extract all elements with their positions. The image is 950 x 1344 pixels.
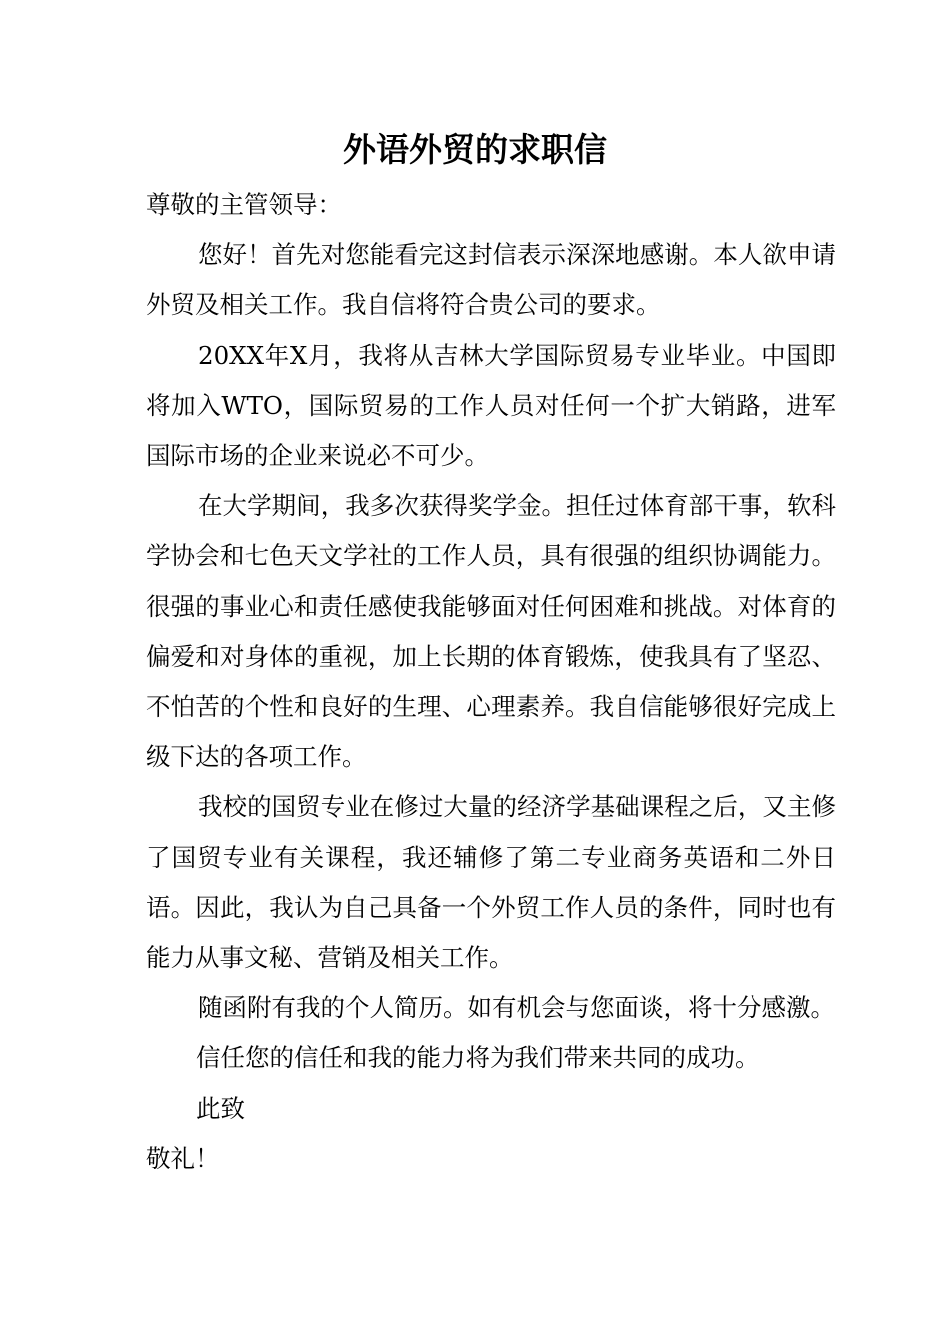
paragraph-major-courses: 我校的国贸专业在修过大量的经济学基础课程之后，又主修了国贸专业有关课程，我还辅修了第二专业商务英语和二外日语。因此，我认为自己具备一个外贸工作人员的条件，同时也有能力从事文秘、营销及相关工作。 [146,792,836,973]
salutation: 尊敬的主管领导： [146,190,342,219]
paragraph-cizhi: 此致 [196,1093,245,1123]
document-title: 外语外贸的求职信 [343,130,607,169]
letter-body [146,180,836,1184]
closing: 敬礼！ [146,1143,220,1173]
paragraph-graduation: 20XX年X月，我将从吉林大学国际贸易专业毕业。中国即将加入WTO，国际贸易的工作人员对任何一个扩大销路，进军国际市场的企业来说必不可少。 [146,340,836,471]
paragraph-resume-attached: 随函附有我的个人简历。如有机会与您面谈，将十分感激。 [198,993,835,1023]
paragraph-greeting: 您好！首先对您能看完这封信表示深深地感谢。本人欲申请外贸及相关工作。我自信将符合贵公司的要求。 [146,240,836,320]
paragraph-trust: 信任您的信任和我的能力将为我们带来共同的成功。 [196,1043,760,1073]
paragraph-university-experience: 在大学期间，我多次获得奖学金。担任过体育部干事，软科学协会和七色天文学社的工作人员，具有很强的组织协调能力。很强的事业心和责任感使我能够面对任何困难和挑战。对体育的偏爱和对身体的重视，加上长期的体育锻炼，使我具有了坚忍、不怕苦的个性和良好的生理、心理素养。我自信能够很好完成上级下达的各项工作。 [146,491,836,772]
